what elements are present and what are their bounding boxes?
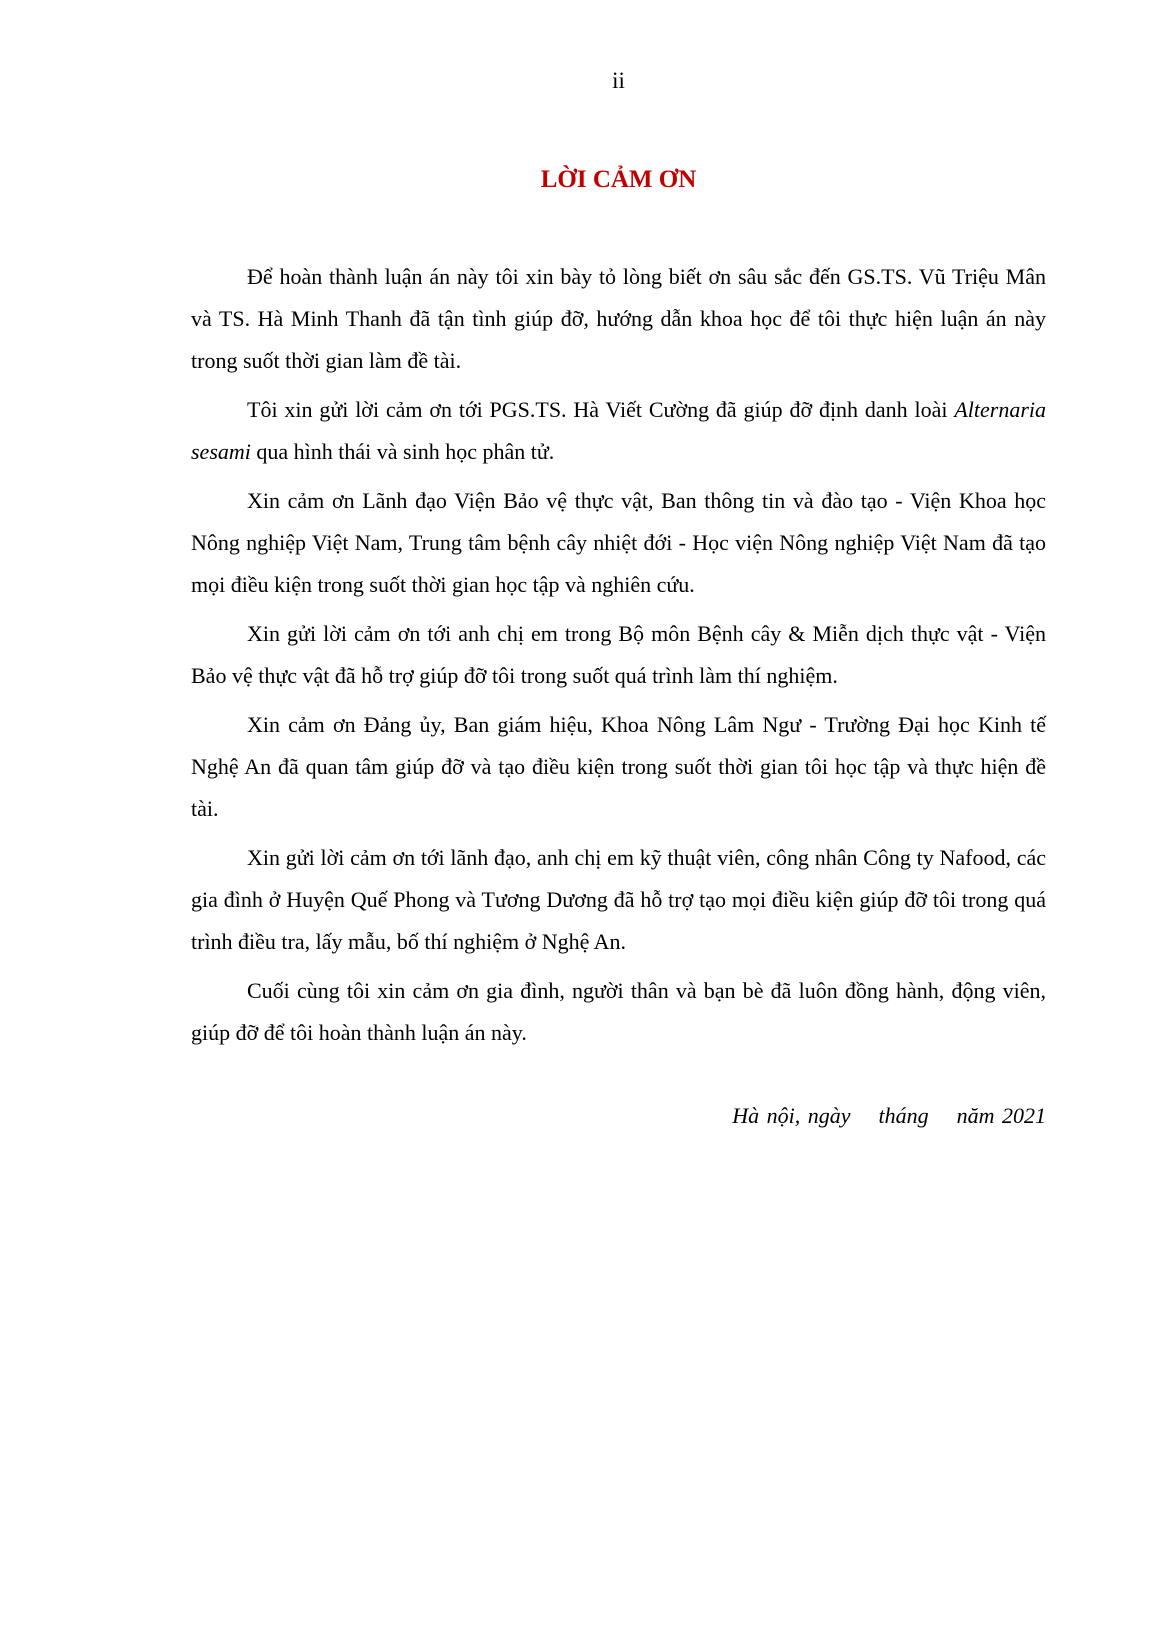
paragraph-supervisors: Để hoàn thành luận án này tôi xin bày tỏ lòng biết ơn sâu sắc đến GS.TS. Vũ Triệu Mân và TS. Hà Minh Thanh đã tận tình giúp đỡ, hướng dẫn khoa học để tôi thực hiện luận án này trong suốt thời gian làm đề tài. (191, 264, 1046, 373)
paragraph-company: Xin gửi lời cảm ơn tới lãnh đạo, anh chị em kỹ thuật viên, công nhân Công ty Nafood, các gia đình ở Huyện Quế Phong và Tương Dương đã hỗ trợ tạo mọi điều kiện giúp đỡ tôi trong quá trình điều tra, lấy mẫu, bố thí nghiệm ở Nghệ An. (191, 845, 1046, 954)
paragraph-institutes: Xin cảm ơn Lãnh đạo Viện Bảo vệ thực vật, Ban thông tin và đào tạo - Viện Khoa học Nông nghiệp Việt Nam, Trung tâm bệnh cây nhiệt đới - Học viện Nông nghiệp Việt Nam đã tạo mọi điều kiện trong suốt thời gian học tập và nghiên cứu. (191, 488, 1046, 597)
species-name: Alternaria sesami (191, 397, 1046, 464)
signature-date (600, 1103, 1046, 1129)
paragraph-university: Xin cảm ơn Đảng ủy, Ban giám hiệu, Khoa Nông Lâm Ngư - Trường Đại học Kinh tế Nghệ An đã quan tâm giúp đỡ và tạo điều kiện trong suốt thời gian tôi học tập và thực hiện đề tài. (191, 712, 1046, 821)
paragraph-text: qua hình thái và sinh học phân tử. (250, 439, 555, 464)
signature-month: tháng (878, 1103, 929, 1128)
signature-year: năm 2021 (956, 1103, 1046, 1128)
paragraph-text: Tôi xin gửi lời cảm ơn tới PGS.TS. Hà Viết Cường đã giúp đỡ định danh loài (247, 397, 955, 422)
paragraph-department: Xin gửi lời cảm ơn tới anh chị em trong Bộ môn Bệnh cây & Miễn dịch thực vật - Viện Bảo vệ thực vật đã hỗ trợ giúp đỡ tôi trong suốt quá trình làm thí nghiệm. (191, 621, 1046, 688)
paragraph-family: Cuối cùng tôi xin cảm ơn gia đình, người thân và bạn bè đã luôn đồng hành, động viên, giúp đỡ để tôi hoàn thành luận án này. (191, 978, 1046, 1045)
page-number: ii (612, 68, 625, 93)
page-title: LỜI CẢM ƠN (540, 166, 697, 193)
acknowledgement-body (191, 256, 1046, 1061)
signature-place-day: Hà nội, ngày (732, 1103, 851, 1128)
paragraph-species-identification (191, 389, 1046, 473)
